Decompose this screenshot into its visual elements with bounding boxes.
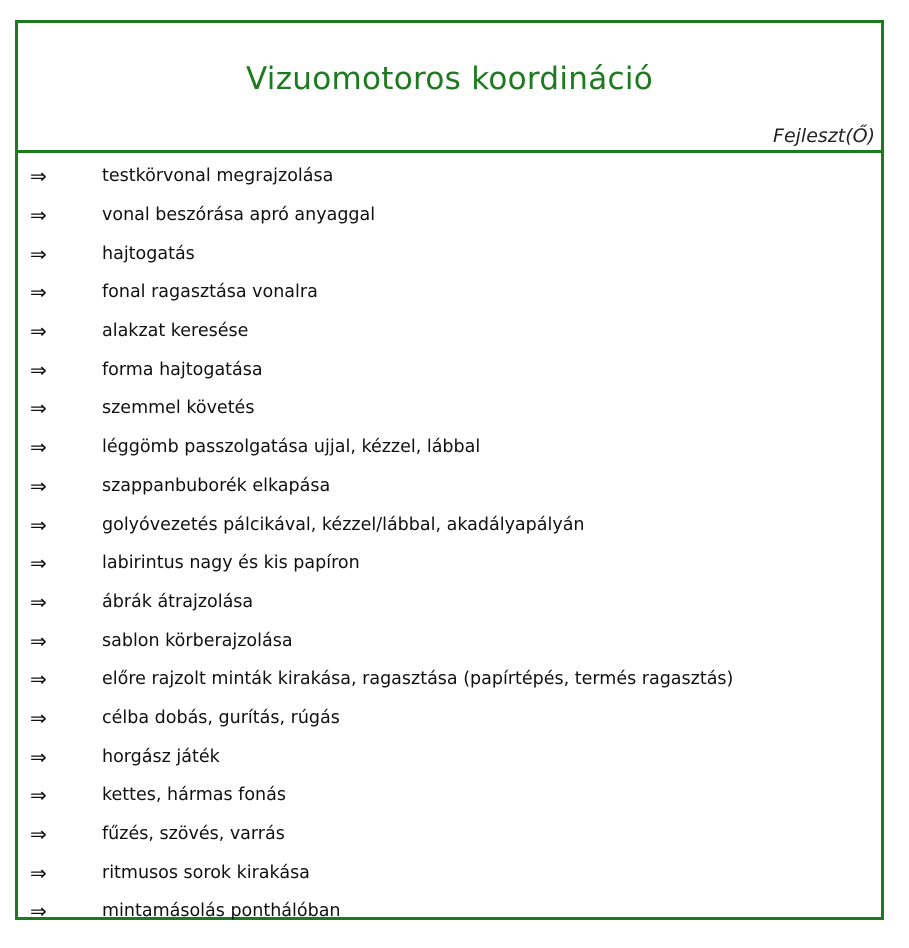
list-item [18,815,881,854]
list-item [18,660,881,699]
list-item [18,621,881,660]
list-item-text: szappanbuborék elkapása [102,475,331,496]
list-item-text: fonal ragasztása vonalra [102,282,318,303]
list-item-text: golyóvezetés pálcikával, kézzel/lábbal, akadályapályán [102,514,585,535]
list-item [18,428,881,467]
list-item-text: ritmusos sorok kirakása [102,862,310,883]
arrow-icon: ⇒ [30,473,47,498]
list-item [18,892,881,931]
arrow-icon: ⇒ [30,241,47,266]
list-item-text: labirintus nagy és kis papíron [102,553,360,574]
list-item-text: alakzat keresése [102,321,249,342]
header [18,23,881,153]
list-item-text: ábrák átrajzolása [102,591,254,612]
arrow-icon: ⇒ [30,164,47,189]
document-frame [15,20,884,924]
list-item-text: szemmel követés [102,398,255,419]
arrow-icon: ⇒ [30,551,47,576]
list-item [18,583,881,622]
list-item-text: előre rajzolt minták kirakása, ragasztása (papírtépés, termés ragasztás) [102,669,734,690]
list-item [18,234,881,273]
arrow-icon: ⇒ [30,628,47,653]
arrow-icon: ⇒ [30,899,47,924]
list-item-text: fűzés, szövés, varrás [102,824,285,845]
arrow-icon: ⇒ [30,319,47,344]
list-item-text: kettes, hármas fonás [102,785,286,806]
list-item [18,312,881,351]
arrow-icon: ⇒ [30,280,47,305]
list-item [18,853,881,892]
arrow-icon: ⇒ [30,783,47,808]
list-item [18,273,881,312]
list-item-text: horgász játék [102,746,220,767]
list-item-text: célba dobás, gurítás, rúgás [102,707,340,728]
arrow-icon: ⇒ [30,589,47,614]
list-item-text: vonal beszórása apró anyaggal [102,205,376,226]
list-item-text: hajtogatás [102,243,195,264]
list-item [18,157,881,196]
list-item [18,467,881,506]
list-item [18,505,881,544]
arrow-icon: ⇒ [30,357,47,382]
arrow-icon: ⇒ [30,705,47,730]
list-item [18,196,881,235]
list-item-text: testkörvonal megrajzolása [102,166,334,187]
brand-tag: Fejleszt(Ő) [773,125,875,147]
list-item-text: mintamásolás ponthálóban [102,901,341,922]
arrow-icon: ⇒ [30,822,47,847]
page-title: Vizuomotoros koordináció [245,61,654,97]
list-item-text: sablon körberajzolása [102,630,293,651]
arrow-icon: ⇒ [30,512,47,537]
arrow-icon: ⇒ [30,667,47,692]
arrow-icon: ⇒ [30,435,47,460]
list-item [18,699,881,738]
arrow-icon: ⇒ [30,860,47,885]
list-item-text: léggömb passzolgatása ujjal, kézzel, lábbal [102,437,481,458]
list-item [18,776,881,815]
arrow-icon: ⇒ [30,744,47,769]
arrow-icon: ⇒ [30,396,47,421]
list-item [18,350,881,389]
list-item-text: forma hajtogatása [102,359,263,380]
arrow-icon: ⇒ [30,203,47,228]
list-item [18,544,881,583]
list-item [18,737,881,776]
activity-list [18,153,881,931]
list-item [18,389,881,428]
